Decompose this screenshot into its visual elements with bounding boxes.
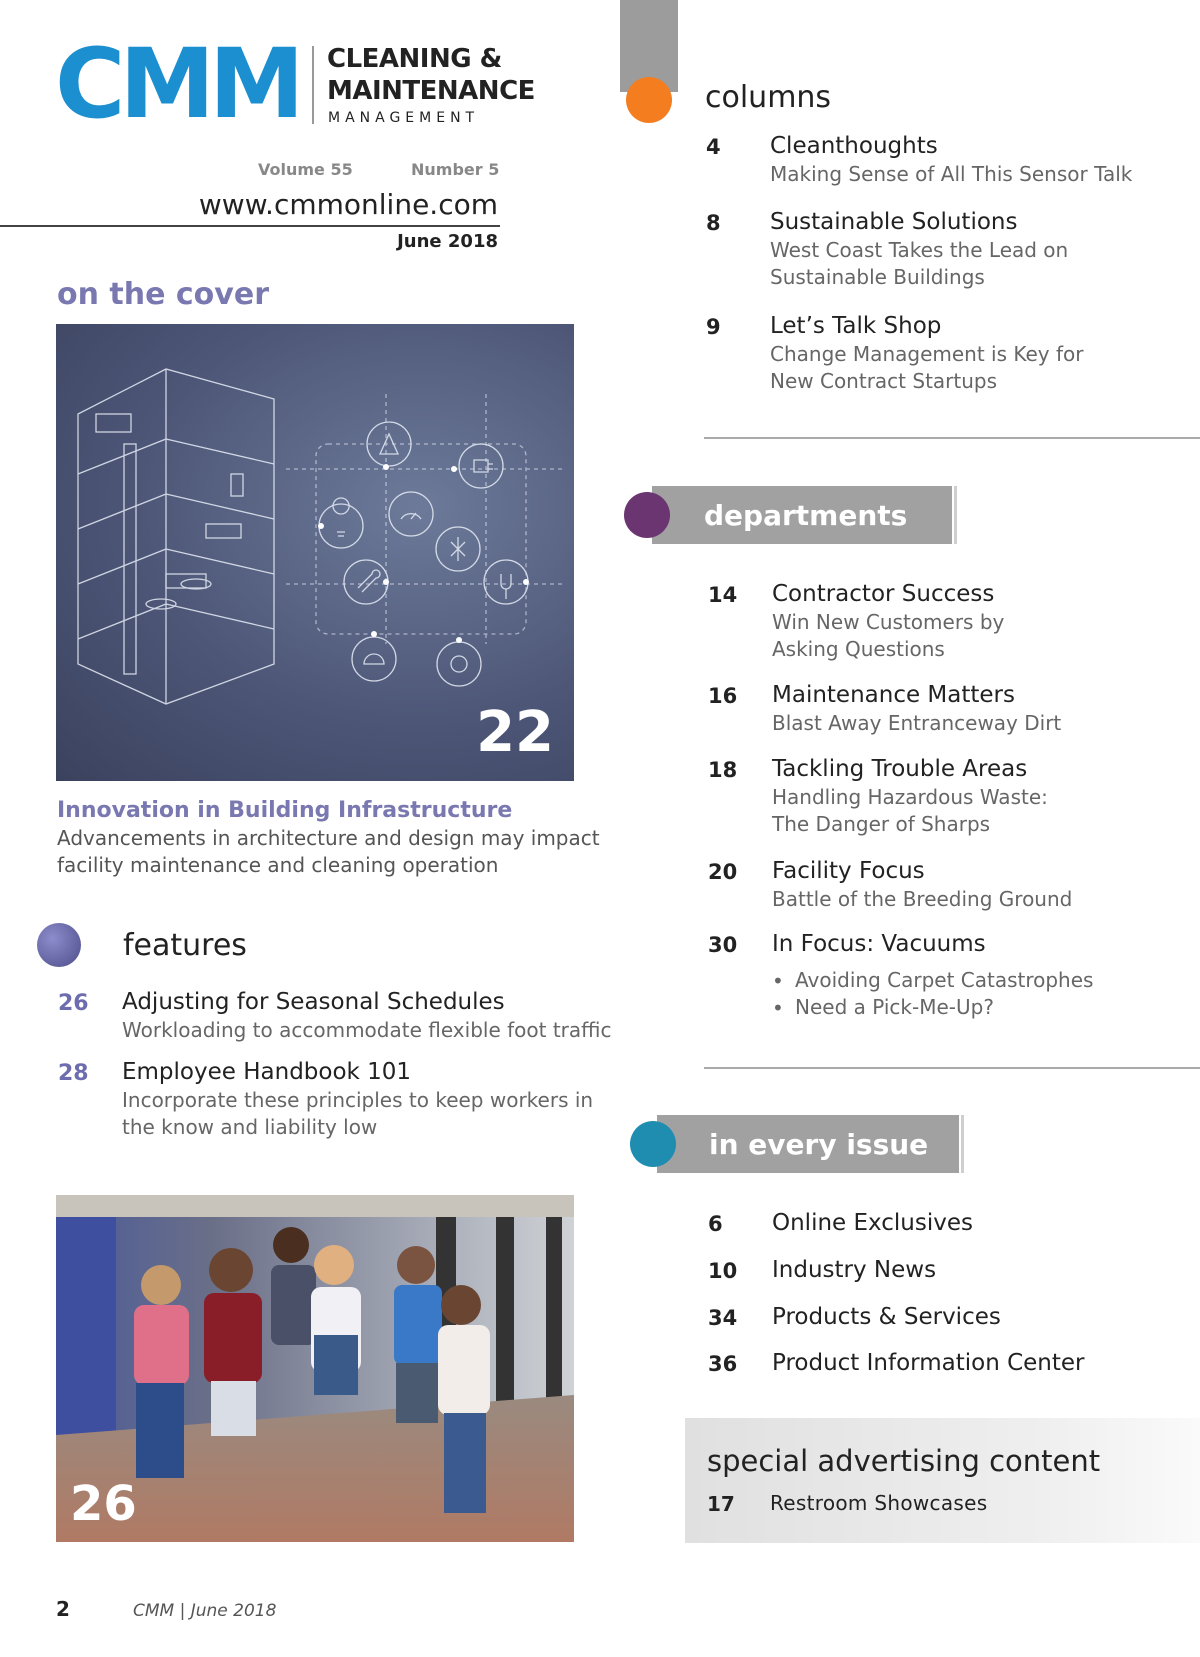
cover-story-description: Advancements in architecture and design may impact facility maintenance and cleaning operation [57, 826, 600, 877]
issue-item-title[interactable]: Industry News [772, 1257, 937, 1283]
issue-date: June 2018 [397, 231, 498, 252]
cover-heading: on the cover [57, 277, 269, 312]
column-description: West Coast Takes the Lead on [770, 238, 1069, 262]
issue-page-number: 36 [708, 1352, 738, 1376]
special-page-number: 17 [707, 1492, 735, 1516]
cover-page-number: 22 [476, 700, 554, 765]
department-description: Battle of the Breeding Ground [772, 887, 1073, 911]
feature-title[interactable]: Employee Handbook 101 [122, 1059, 412, 1085]
banner-edge [961, 1115, 964, 1173]
department-page-number: 20 [708, 860, 738, 884]
cover-story-title[interactable]: Innovation in Building Infrastructure [57, 798, 513, 823]
column-page-number: 4 [706, 135, 721, 159]
photo-page-number: 26 [70, 1476, 137, 1532]
special-item-title[interactable]: Restroom Showcases [770, 1491, 988, 1515]
special-advertising-heading: special advertising content [707, 1444, 1101, 1478]
logo-divider [312, 46, 314, 124]
department-title[interactable]: Facility Focus [772, 858, 925, 884]
department-description: Handling Hazardous Waste: [772, 785, 1048, 809]
columns-dot-icon [626, 77, 672, 123]
issue-page-number: 34 [708, 1306, 738, 1330]
issue-page-number: 6 [708, 1212, 723, 1236]
issue-item-title[interactable]: Online Exclusives [772, 1210, 973, 1236]
column-title[interactable]: Cleanthoughts [770, 133, 938, 159]
column-page-number: 9 [706, 315, 721, 339]
every-issue-dot-icon [630, 1121, 676, 1167]
department-description: Asking Questions [772, 637, 945, 661]
every-issue-heading: in every issue [709, 1127, 929, 1161]
folio-text: CMM | June 2018 [133, 1601, 277, 1621]
website-url[interactable]: www.cmmonline.com [198, 188, 498, 221]
logo-text-line2: MAINTENANCE [327, 76, 535, 106]
cmm-logo: CMM [55, 28, 299, 140]
column-page-number: 8 [706, 211, 721, 235]
section-divider [704, 437, 1200, 439]
department-page-number: 18 [708, 758, 738, 782]
department-description: Win New Customers by [772, 610, 1005, 634]
banner-edge [954, 486, 957, 544]
kids-running-photo [56, 1195, 574, 1542]
bullet-dot: • [772, 996, 784, 1020]
features-heading: features [123, 928, 247, 963]
feature-title[interactable]: Adjusting for Seasonal Schedules [122, 989, 505, 1015]
column-description: Sustainable Buildings [770, 265, 985, 289]
column-description: New Contract Startups [770, 369, 998, 393]
department-page-number: 16 [708, 684, 738, 708]
section-divider [704, 1067, 1200, 1069]
issue-item-title[interactable]: Products & Services [772, 1304, 1001, 1330]
logo-text-line3: MANAGEMENT [328, 110, 480, 126]
department-description: Blast Away Entranceway Dirt [772, 711, 1062, 735]
department-title[interactable]: In Focus: Vacuums [772, 931, 986, 957]
department-title[interactable]: Maintenance Matters [772, 682, 1015, 708]
volume-label: Volume 55 [258, 160, 353, 179]
department-title[interactable]: Tackling Trouble Areas [772, 756, 1028, 782]
department-page-number: 30 [708, 933, 738, 957]
department-title[interactable]: Contractor Success [772, 581, 995, 607]
column-title[interactable]: Let’s Talk Shop [770, 313, 942, 339]
department-description: The Danger of Sharps [772, 812, 991, 836]
feature-page-number: 26 [58, 991, 89, 1016]
departments-banner [652, 486, 952, 544]
bullet-dot: • [772, 969, 784, 993]
department-page-number: 14 [708, 583, 738, 607]
logo-text-line1: CLEANING & [327, 44, 502, 74]
issue-page-number: 10 [708, 1259, 738, 1283]
header-rule [0, 225, 500, 227]
cover-image [56, 324, 574, 781]
departments-heading: departments [704, 498, 908, 532]
columns-heading: columns [705, 80, 832, 115]
feature-description: Incorporate these principles to keep workers in the know and liability low [122, 1088, 594, 1139]
feature-description: Workloading to accommodate flexible foot traffic [122, 1018, 612, 1042]
column-description: Making Sense of All This Sensor Talk [770, 162, 1133, 186]
every-issue-banner [657, 1115, 959, 1173]
column-title[interactable]: Sustainable Solutions [770, 209, 1018, 235]
issue-number-label: Number 5 [411, 160, 500, 179]
department-bullet-item: Need a Pick-Me-Up? [795, 995, 994, 1019]
folio-page-number: 2 [56, 1597, 70, 1621]
department-bullet-item: Avoiding Carpet Catastrophes [795, 968, 1094, 992]
feature-page-number: 28 [58, 1061, 89, 1086]
departments-dot-icon [624, 492, 670, 538]
features-dot-icon [37, 923, 81, 967]
issue-item-title[interactable]: Product Information Center [772, 1350, 1085, 1376]
column-description: Change Management is Key for [770, 342, 1084, 366]
special-advertising-box [685, 1418, 1200, 1543]
